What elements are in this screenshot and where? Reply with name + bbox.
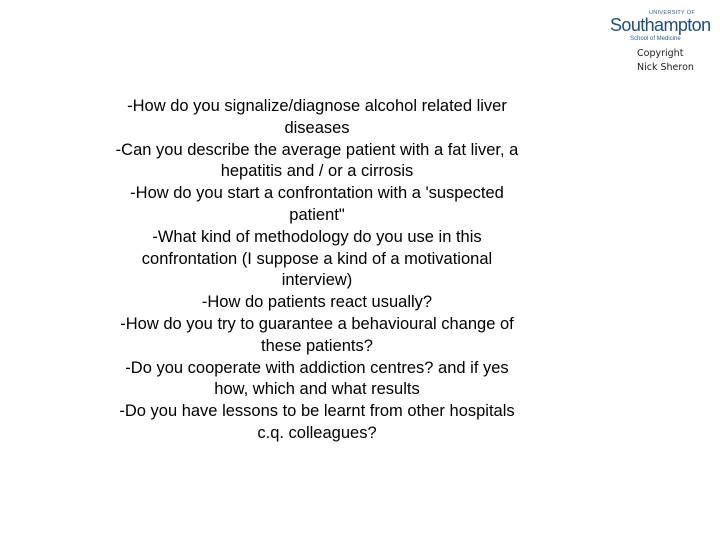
question-item: -How do you try to guarantee a behavioural change of these patients? [120, 314, 514, 355]
copyright-label: Copyright [637, 48, 684, 59]
university-logo [608, 10, 711, 44]
question-item: -Do you cooperate with addiction centres? and if yes how, which and what results [125, 358, 509, 399]
copyright-notice [637, 47, 694, 75]
question-item: -What kind of methodology do you use in this confrontation (I suppose a kind of a motivational interview) [141, 227, 493, 290]
question-item: -How do you start a confrontation with a 'suspected patient" [130, 184, 504, 224]
question-item: -How do patients react usually? [201, 293, 433, 312]
logo-university-name: Southampton [610, 15, 711, 35]
logo-school-name: School of Medicine [630, 36, 681, 42]
question-item: -How do you signalize/diagnose alcohol related liver diseases [127, 97, 507, 137]
question-item: -Do you have lessons to be learnt from other hospitals c.q. colleagues? [119, 402, 515, 442]
question-item: -Can you describe the average patient with a fat liver, a hepatitis and / or a cirrosis [115, 140, 519, 181]
copyright-author: Nick Sheron [637, 62, 694, 73]
question-list [112, 96, 522, 445]
logo-university-line: UNIVERSITY OF [649, 10, 695, 16]
